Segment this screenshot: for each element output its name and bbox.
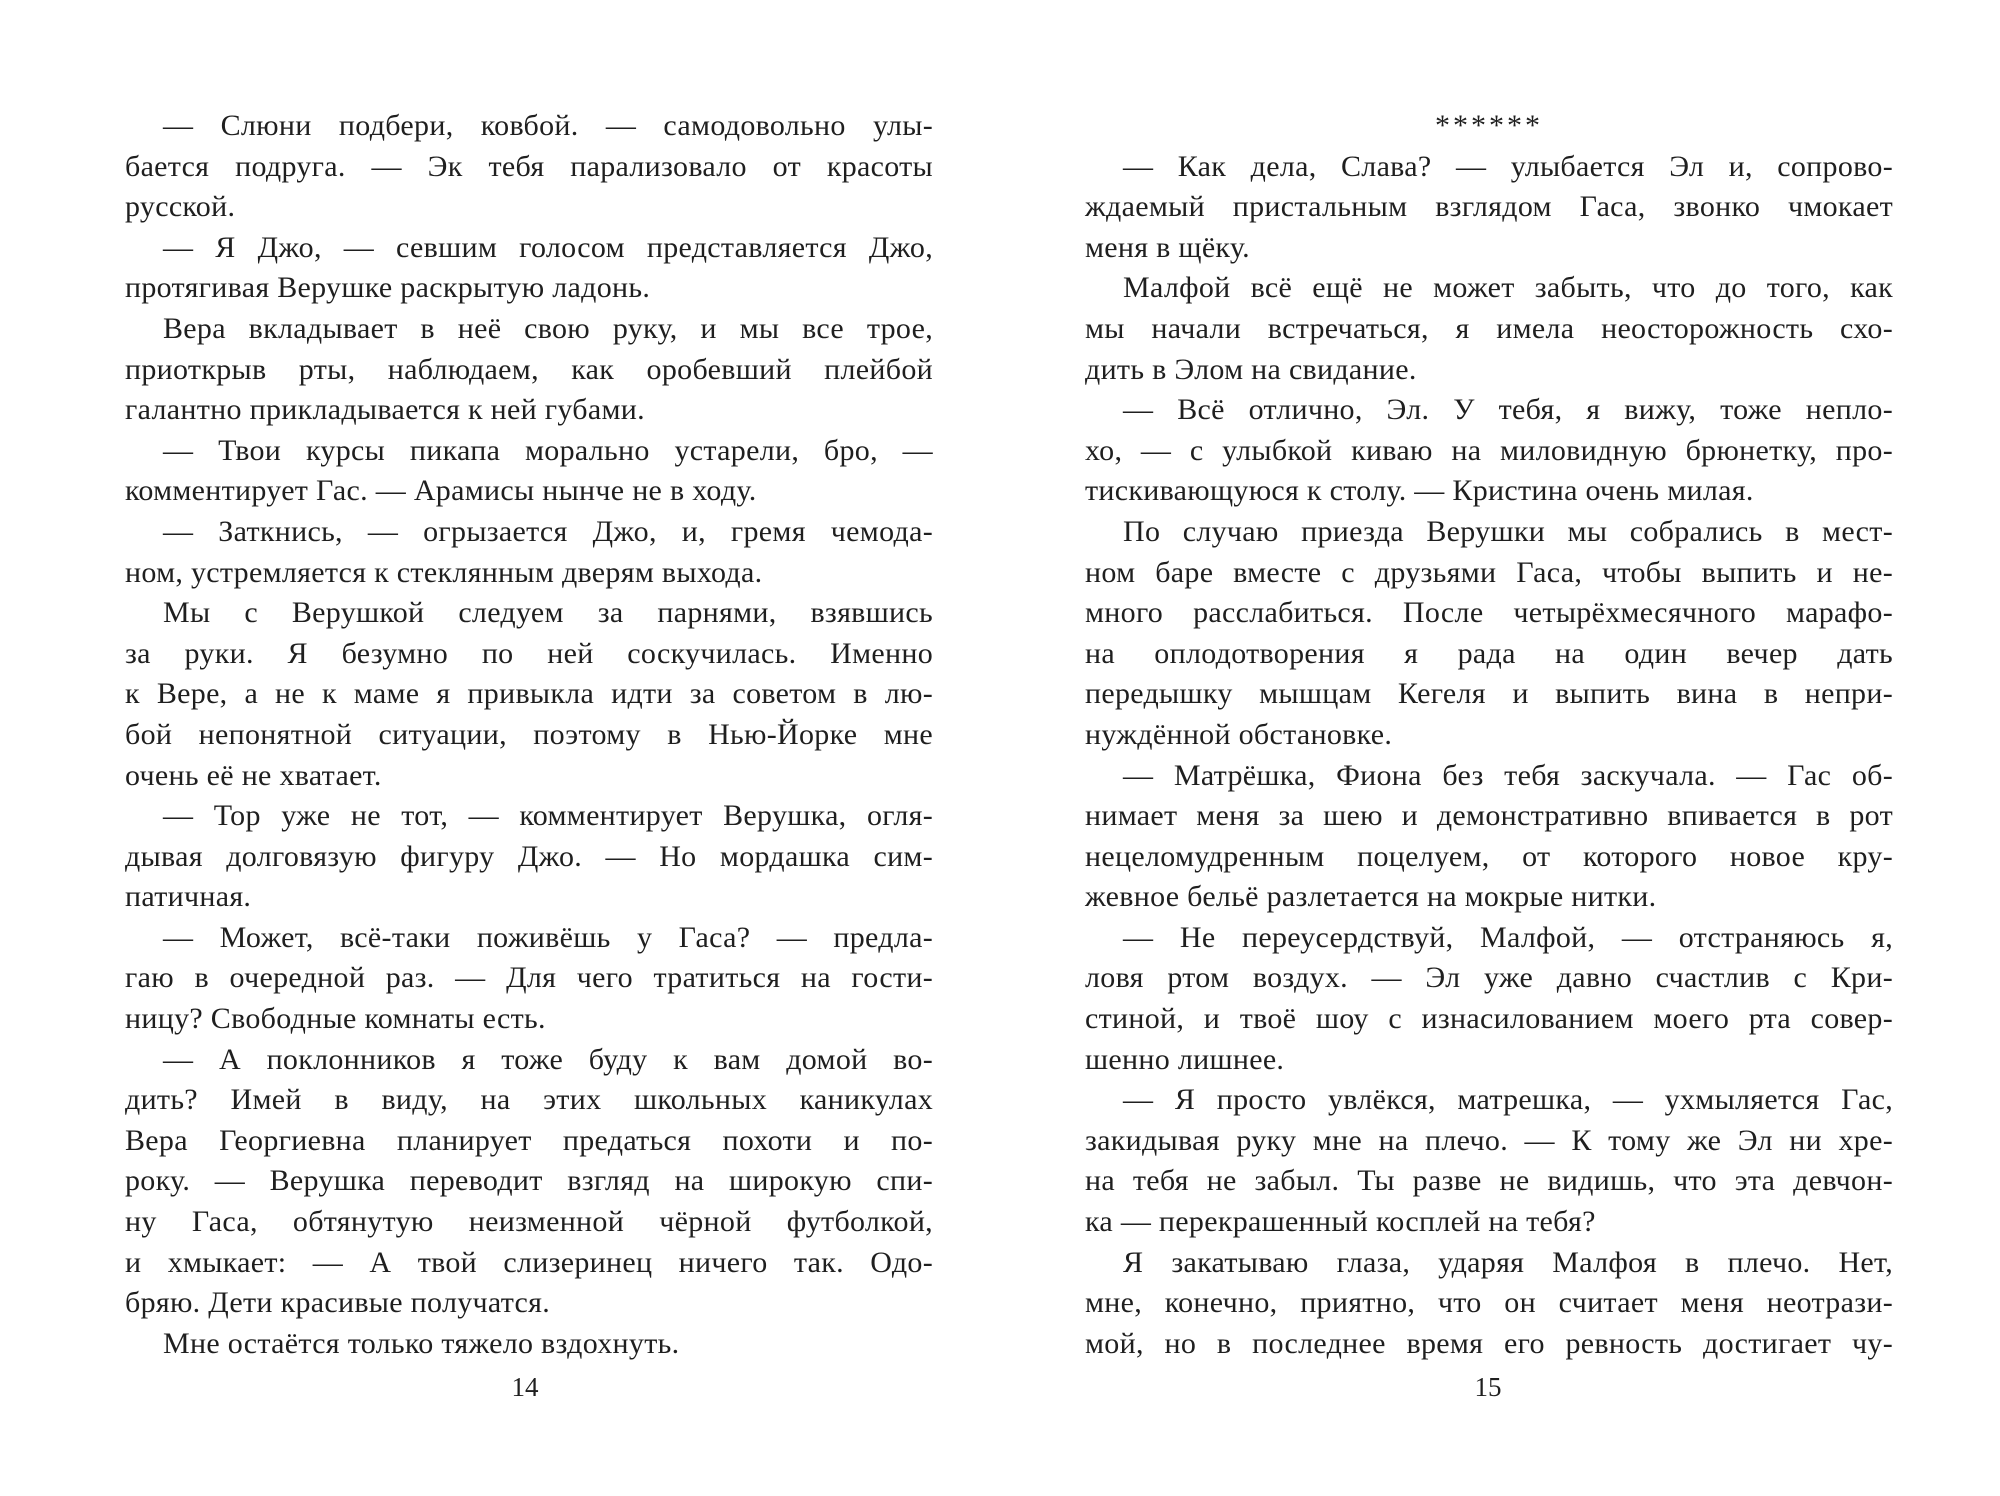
- text-line: — Как дела, Слава? — улыбается Эл и, сопрово-: [1123, 149, 1893, 183]
- text-line: много расслабиться. После четырёхмесячного марафо-: [1085, 596, 1893, 630]
- text-line: к Вере, а не к маме я привыкла идти за советом в лю-: [125, 677, 933, 711]
- text-line: — Слюни подбери, ковбой. — самодовольно улы-: [163, 109, 933, 142]
- text-line: нимает меня за шею и демонстративно впивается в рот: [1085, 799, 1893, 833]
- text-line: ном, устремляется к стеклянным дверям выхода.: [125, 555, 763, 589]
- right-page: [1000, 0, 2000, 1496]
- text-line: на тебя не забыл. Ты разве не видишь, что эта девчон-: [1085, 1164, 1893, 1198]
- text-line: — Тор уже не тот, — комментирует Верушка, огля-: [163, 799, 933, 833]
- text-line: — Всё отлично, Эл. У тебя, я вижу, тоже непло-: [1123, 393, 1893, 427]
- text-line: — Не переусердствуй, Малфой, — отстраняюсь я,: [1123, 920, 1893, 954]
- text-line: хо, — с улыбкой киваю на миловидную брюнетку, про-: [1085, 433, 1893, 467]
- text-line: Вера вкладывает в неё свою руку, и мы все трое,: [163, 311, 933, 345]
- text-line: комментирует Гас. — Арамисы нынче не в ходу.: [125, 474, 757, 508]
- text-line: мне, конечно, приятно, что он считает меня неотрази-: [1085, 1286, 1893, 1320]
- text-line: ждаемый пристальным взглядом Гаса, звонко чмокает: [1085, 190, 1893, 224]
- left-page-number: 14: [511, 1372, 539, 1402]
- text-line: — Я Джо, — севшим голосом представляется Джо,: [163, 230, 933, 264]
- text-line: дить в Элом на свидание.: [1085, 352, 1417, 386]
- text-line: очень её не хватает.: [125, 758, 382, 792]
- text-line: — Твои курсы пикапа морально устарели, бро, —: [163, 433, 933, 467]
- text-line: тискивающуюся к столу. — Кристина очень милая.: [1085, 474, 1754, 508]
- text-line: — Я просто увлёкся, матрешка, — ухмыляется Гас,: [1123, 1083, 1893, 1117]
- text-line: ном баре вместе с друзьями Гаса, чтобы выпить и не-: [1085, 555, 1893, 589]
- section-separator: ******: [1435, 109, 1543, 142]
- text-line: русской.: [125, 190, 236, 224]
- text-line: бряю. Дети красивые получатся.: [125, 1286, 551, 1320]
- text-line: на оплодотворения я рада на один вечер дать: [1085, 636, 1893, 670]
- right-page-text: [1085, 106, 1893, 1364]
- text-line: патичная.: [125, 880, 252, 914]
- text-line: — Заткнись, — огрызается Джо, и, гремя чемода-: [163, 514, 933, 548]
- text-line: Вера Георгиевна планирует предаться похоти и по-: [125, 1123, 933, 1157]
- text-line: дить? Имей в виду, на этих школьных каникулах: [125, 1083, 933, 1117]
- text-line: шенно лишнее.: [1085, 1042, 1285, 1076]
- text-line: гаю в очередной раз. — Для чего тратиться на гости-: [125, 961, 933, 995]
- text-line: протягивая Верушке раскрытую ладонь.: [125, 271, 651, 305]
- text-line: ну Гаса, обтянутую неизменной чёрной футболкой,: [125, 1205, 933, 1239]
- text-line: дывая долговязую фигуру Джо. — Но мордашка сим-: [125, 839, 933, 873]
- text-line: Мне остаётся только тяжело вздохнуть.: [163, 1326, 680, 1360]
- text-line: — Может, всё-таки поживёшь у Гаса? — предла-: [163, 920, 933, 954]
- text-line: — А поклонников я тоже буду к вам домой во-: [163, 1042, 933, 1076]
- left-page-text: [125, 106, 933, 1364]
- text-line: — Матрёшка, Фиона без тебя заскучала. — Гас об-: [1123, 758, 1893, 792]
- text-line: ловя ртом воздух. — Эл уже давно счастлив с Кри-: [1085, 961, 1893, 995]
- text-line: за руки. Я безумно по ней соскучилась. Именно: [125, 636, 933, 670]
- text-line: Малфой всё ещё не может забыть, что до того, как: [1123, 271, 1893, 305]
- text-line: року. — Верушка переводит взгляд на широкую спи-: [125, 1164, 933, 1198]
- text-line: и хмыкает: — А твой слизеринец ничего так. Одо-: [125, 1245, 933, 1279]
- text-line: приоткрыв рты, наблюдаем, как оробевший плейбой: [125, 352, 933, 386]
- text-line: бается подруга. — Эк тебя парализовало от красоты: [125, 149, 933, 183]
- text-line: закидывая руку мне на плечо. — К тому же Эл ни хре-: [1085, 1123, 1893, 1157]
- text-line: ницу? Свободные комнаты есть.: [125, 1002, 546, 1036]
- text-line: бой непонятной ситуации, поэтому в Нью-Йорке мне: [125, 717, 933, 751]
- text-line: нуждённой обстановке.: [1085, 717, 1393, 751]
- text-line: нецеломудренным поцелуем, от которого новое кру-: [1085, 839, 1893, 873]
- text-line: стиной, и твоё шоу с изнасилованием моего рта совер-: [1085, 1002, 1893, 1036]
- text-line: галантно прикладывается к ней губами.: [125, 393, 645, 427]
- text-line: мой, но в последнее время его ревность достигает чу-: [1085, 1326, 1893, 1360]
- text-line: ка — перекрашенный косплей на тебя?: [1085, 1205, 1596, 1239]
- text-line: передышку мышцам Кегеля и выпить вина в непри-: [1085, 677, 1893, 711]
- right-page-number: 15: [1474, 1372, 1502, 1402]
- text-line: По случаю приезда Верушки мы собрались в мест-: [1123, 514, 1893, 548]
- text-line: жевное бельё разлетается на мокрые нитки.: [1085, 880, 1657, 914]
- text-line: меня в щёку.: [1085, 230, 1250, 264]
- text-line: мы начали встречаться, я имела неосторожность схо-: [1085, 311, 1893, 345]
- text-line: Мы с Верушкой следуем за парнями, взявшись: [163, 596, 933, 630]
- text-line: Я закатываю глаза, ударяя Малфоя в плечо. Нет,: [1123, 1245, 1893, 1279]
